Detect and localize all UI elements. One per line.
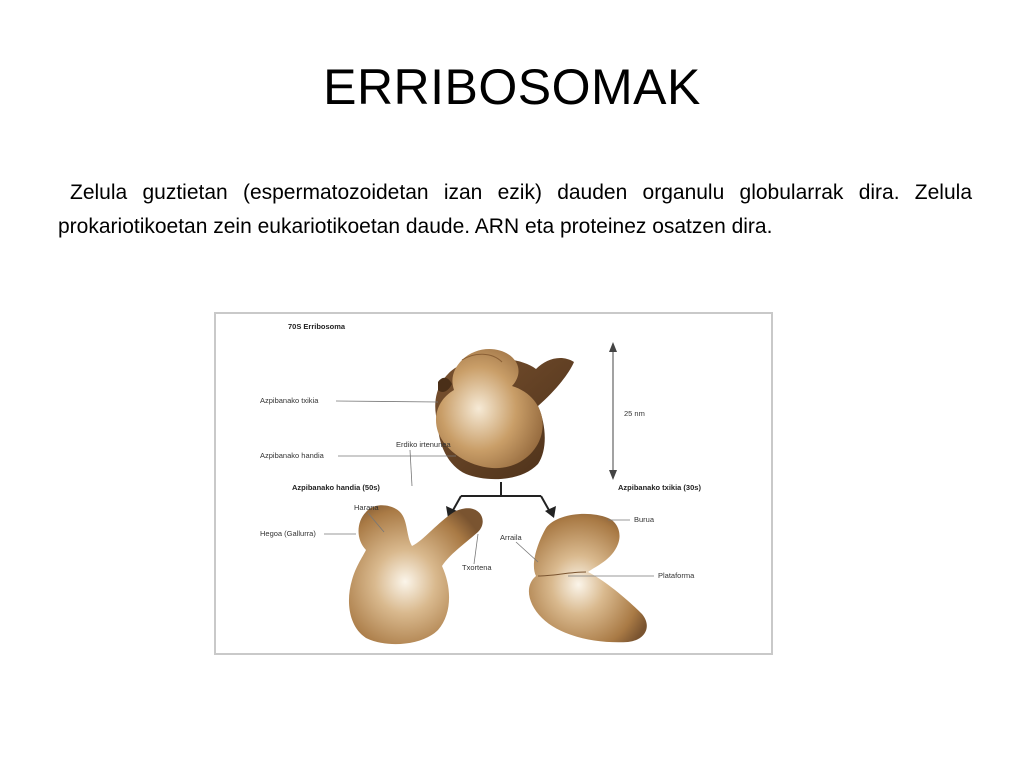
label-large-subunit: Azpibanako handia	[260, 451, 324, 460]
label-head: Burua	[634, 515, 655, 524]
label-valley: Harana	[354, 503, 379, 512]
label-large-subunit-50s: Azpibanako handia (50s)	[292, 483, 380, 492]
large-subunit-50s	[349, 505, 483, 644]
label-small-subunit: Azpibanako txikia	[260, 396, 319, 405]
size-label: 25 nm	[624, 409, 645, 418]
leader-line-central-channel	[410, 450, 412, 486]
leader-line-stalk	[474, 534, 478, 564]
label-branch: Arraila	[500, 533, 522, 542]
label-ridge: Hegoa (Gallurra)	[260, 529, 316, 538]
label-platform: Plataforma	[658, 571, 695, 580]
label-central-channel: Erdiko irtenunea	[396, 440, 451, 449]
diagram-heading: 70S Erribosoma	[288, 322, 346, 331]
small-subunit-30s	[529, 514, 647, 642]
size-scale-arrow	[609, 342, 645, 480]
slide-title: ERRIBOSOMAK	[323, 59, 701, 115]
ribosome-diagram	[216, 314, 775, 657]
ribosome-70s	[435, 349, 574, 479]
leader-line-small-subunit	[336, 401, 438, 402]
label-small-subunit-30s: Azpibanako txikia (30s)	[618, 483, 701, 492]
slide-body-text: Zelula guztietan (espermatozoidetan izan ezik) dauden organulu globularrak dira. Zelula prokariotikoetan zein eukariotikoetan daude. ARN eta proteinez osatzen dira.	[58, 181, 972, 238]
leader-line-branch	[516, 542, 538, 562]
label-stalk: Txortena	[462, 563, 492, 572]
ribosome-figure	[214, 312, 773, 655]
